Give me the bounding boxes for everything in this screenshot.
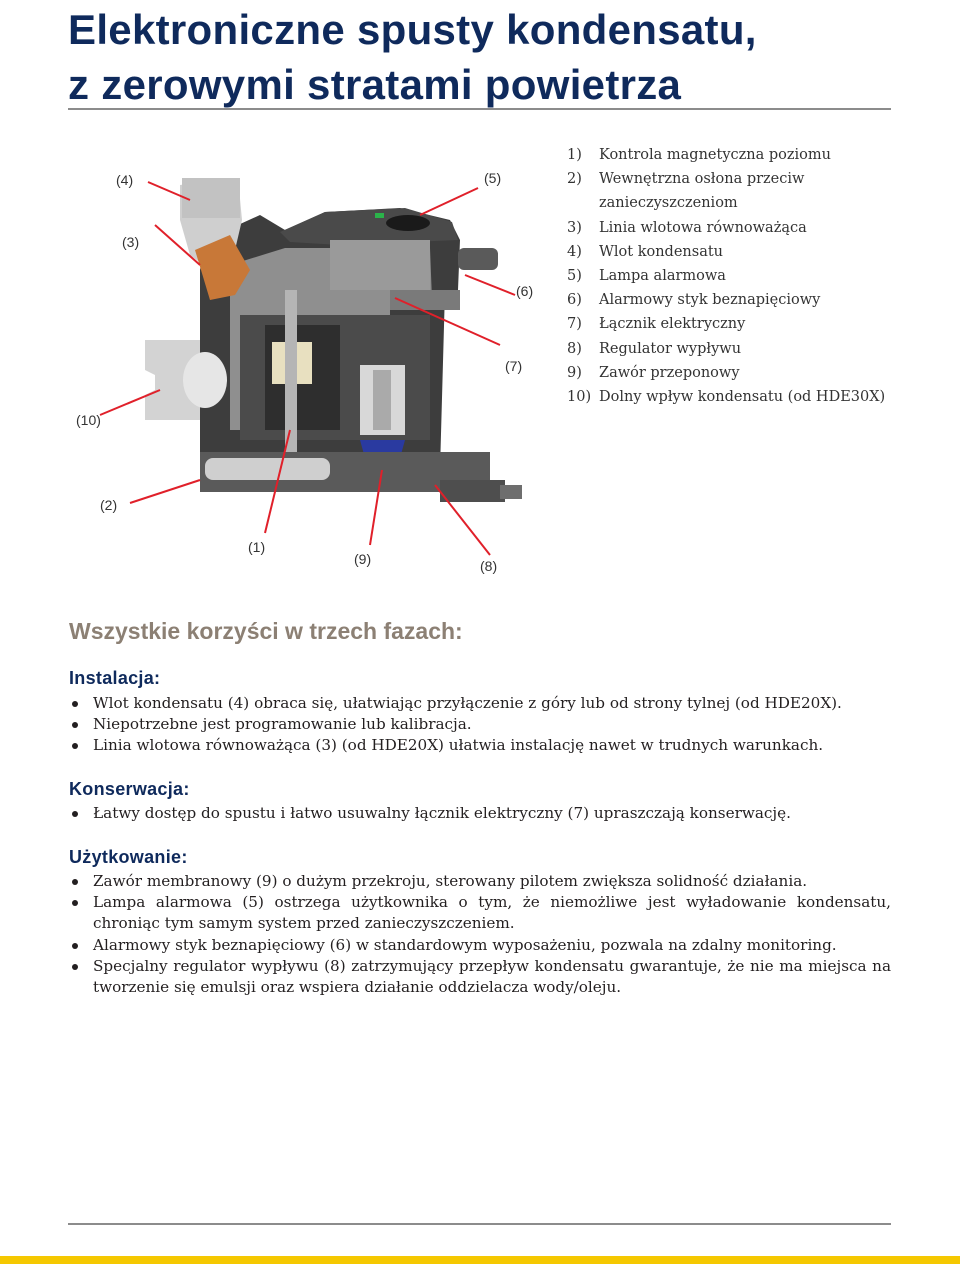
legend-item: 4) Wlot kondensatu xyxy=(567,243,724,260)
lower-inlet-port xyxy=(183,352,227,408)
legend-item: 5) Lampa alarmowa xyxy=(567,268,726,285)
bottom-divider xyxy=(68,1223,891,1225)
top-cap xyxy=(280,208,458,245)
alarm-lamp-socket xyxy=(386,215,430,231)
anti-dirt-screen xyxy=(205,458,330,480)
list-item: Wlot kondensatu (4) obraca się, ułatwiając przyłączenie z góry lub od strony tylnej (od HDE20X). xyxy=(69,693,891,714)
callout-9: (9) xyxy=(354,551,372,567)
alarm-lamp-led xyxy=(375,213,384,218)
list-item: Linia wlotowa równoważąca (3) (od HDE20X) ułatwia instalację nawet w trudnych warunkach. xyxy=(69,735,891,756)
callout-3: (3) xyxy=(122,234,140,250)
benefits-heading: Wszystkie korzyści w trzech fazach: xyxy=(69,618,463,644)
right-connector xyxy=(458,248,498,270)
callout-7: (7) xyxy=(505,358,523,374)
callout-6: (6) xyxy=(516,283,534,299)
title-line-1: Elektroniczne spusty kondensatu, xyxy=(68,6,757,53)
parts-legend xyxy=(567,143,897,409)
maintenance-list xyxy=(69,803,891,824)
top-divider xyxy=(68,108,891,110)
legend-item: 9) Zawór przeponowy xyxy=(567,364,740,381)
legend-item: 6) Alarmowy styk beznapięciowy xyxy=(567,292,821,309)
title-line-2: z zerowymi stratami powietrza xyxy=(68,61,682,108)
callout-8: (8) xyxy=(480,558,498,574)
drain-illustration xyxy=(60,140,550,590)
list-item: Specjalny regulator wypływu (8) zatrzymujący przepływ kondensatu gwarantuje, że nie ma miejsca na tworzenie się emulsji oraz wspiera działanie oddzielacza wody/oleju. xyxy=(69,956,891,998)
outlet-nozzle xyxy=(440,480,505,502)
callout-10: (10) xyxy=(76,412,101,428)
outlet-tip xyxy=(500,485,522,499)
usage-list xyxy=(69,871,891,998)
inlet-thread xyxy=(182,178,240,218)
solenoid-core xyxy=(373,370,391,430)
electronics-box xyxy=(330,240,430,290)
callout-2: (2) xyxy=(100,497,118,513)
product-cutaway-diagram xyxy=(60,140,550,590)
callout-4: (4) xyxy=(116,172,134,188)
legend-item: 10) Dolny wpływ kondensatu (od HDE30X) xyxy=(567,389,886,406)
legend-item: 3) Linia wlotowa równoważąca xyxy=(567,219,807,236)
installation-heading: Instalacja: xyxy=(69,668,161,688)
callout-1: (1) xyxy=(248,539,266,555)
list-item: Zawór membranowy (9) o dużym przekroju, sterowany pilotem zwiększa solidność działania. xyxy=(69,871,891,892)
legend-item: 7) Łącznik elektryczny xyxy=(567,316,746,333)
callout-5: (5) xyxy=(484,170,502,186)
list-item: Lampa alarmowa (5) ostrzega użytkownika o tym, że niemożliwe jest wyładowanie kondensatu, chroniąc tym samym system przed zanieczyszczeniem. xyxy=(69,892,891,934)
legend-item: 2) Wewnętrzna osłona przeciw zanieczyszczeniom xyxy=(567,171,805,212)
list-item: Alarmowy styk beznapięciowy (6) w standardowym wyposażeniu, pozwala na zdalny monitoring. xyxy=(69,935,891,956)
legend-item: 1) Kontrola magnetyczna poziomu xyxy=(567,147,831,163)
footer-accent-bar xyxy=(0,1256,960,1264)
legend-item: 8) Regulator wypływu xyxy=(567,340,742,357)
list-item: Łatwy dostęp do spustu i łatwo usuwalny łącznik elektryczny (7) upraszczają konserwację. xyxy=(69,803,891,824)
installation-list xyxy=(69,693,891,757)
level-tube xyxy=(285,290,297,460)
page-title xyxy=(68,2,757,112)
maintenance-heading: Konserwacja: xyxy=(69,779,190,799)
usage-heading: Użytkowanie: xyxy=(69,847,188,867)
list-item: Niepotrzebne jest programowanie lub kalibracja. xyxy=(69,714,891,735)
